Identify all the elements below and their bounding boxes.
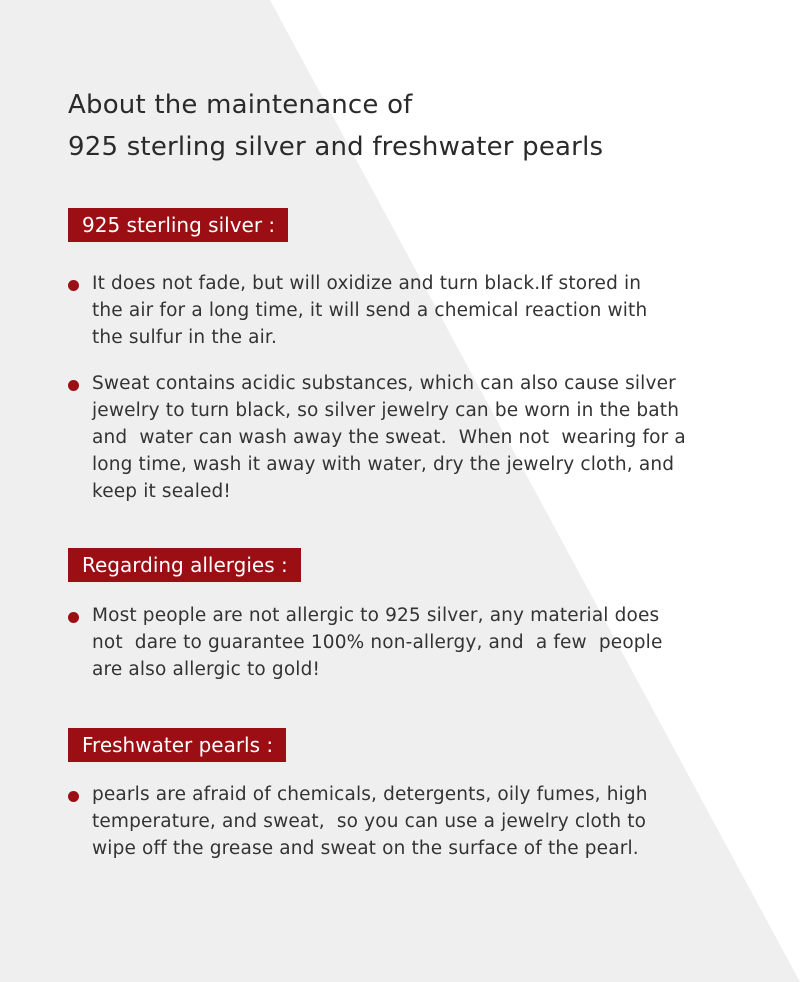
bullet-line: temperature, and sweat, so you can use a jewelry cloth to [92, 811, 647, 832]
section-label-sterling-silver: 925 sterling silver : [68, 208, 288, 242]
bullet-line: are also allergic to gold! [92, 659, 321, 680]
page-title-line-1: About the maintenance of [68, 90, 413, 120]
bullet-line: Sweat contains acidic substances, which can also cause silver [92, 373, 676, 394]
bullet-dot-icon [68, 612, 79, 623]
list-item-pearls [68, 781, 748, 862]
bullet-line: It does not fade, but will oxidize and turn black.If stored in [92, 273, 642, 294]
bullet-line: wipe off the grease and sweat on the surface of the pearl. [92, 838, 639, 859]
bullet-text [92, 602, 748, 683]
bullet-line: the sulfur in the air. [92, 327, 278, 348]
list-item-silver-sweat [68, 370, 748, 505]
bullet-text [92, 781, 748, 862]
bullet-line: keep it sealed! [92, 481, 232, 502]
bullet-line: long time, wash it away with water, dry the jewelry cloth, and [92, 454, 675, 475]
bullet-line: pearls are afraid of chemicals, detergents, oily fumes, high [92, 784, 648, 805]
bullet-line: jewelry to turn black, so silver jewelry can be worn in the bath [92, 400, 680, 421]
bullet-line: Most people are not allergic to 925 silver, any material does [92, 605, 660, 626]
bullet-line: the air for a long time, it will send a chemical reaction with [92, 300, 648, 321]
bullet-dot-icon [68, 280, 79, 291]
page-title-line-2: 925 sterling silver and freshwater pearls [68, 132, 604, 162]
bullet-line: and water can wash away the sweat. When not wearing for a [92, 427, 686, 448]
bullet-line: not dare to guarantee 100% non-allergy, and a few people [92, 632, 663, 653]
list-item-allergies [68, 602, 748, 683]
bullet-text [92, 370, 748, 505]
bullet-dot-icon [68, 380, 79, 391]
list-item-silver-oxidize [68, 270, 748, 351]
bullet-text [92, 270, 748, 351]
bullet-dot-icon [68, 791, 79, 802]
section-label-freshwater-pearls: Freshwater pearls : [68, 728, 286, 762]
section-label-allergies: Regarding allergies : [68, 548, 301, 582]
page-title [68, 84, 603, 168]
